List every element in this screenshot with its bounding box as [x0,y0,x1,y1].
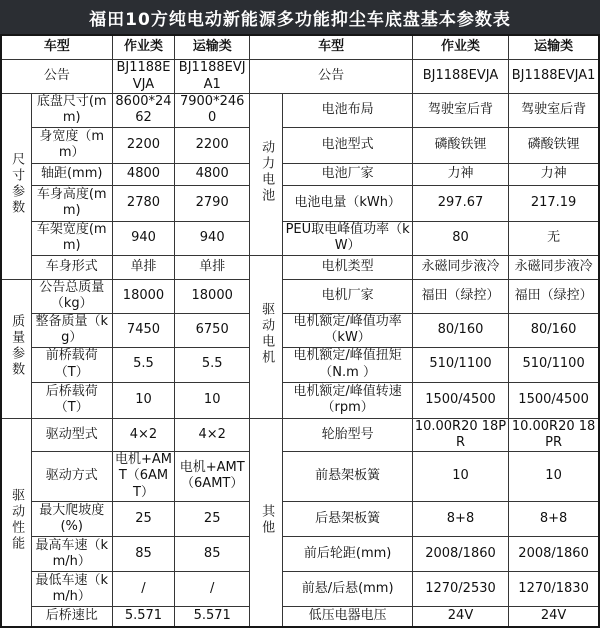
param-value: 297.67 [412,185,508,221]
param-value: 电机+AMT（6AMT） [175,452,250,502]
group-label-drive-motor [250,255,283,418]
table-row [1,279,599,313]
param-value: 无 [509,221,599,255]
param-value: 80/160 [412,313,508,347]
param-label: 驱动方式 [31,452,112,502]
group-label-text: 其他 [259,503,275,536]
param-value: 25 [175,501,250,536]
param-value: 永磁同步液冷 [412,255,508,279]
param-value: 940 [175,221,250,255]
param-value: 4×2 [175,418,250,452]
param-label: 公告总质量（kg） [31,279,112,313]
param-value: 10 [175,382,250,418]
group-label-power-battery [250,94,283,256]
table-row [1,571,599,606]
param-label: 轮胎型号 [283,418,412,452]
param-label: 驱动型式 [31,418,112,452]
column-header-model-left: 车型 [1,35,112,60]
param-value: 510/1100 [412,347,508,382]
param-value: 磷酸铁锂 [509,127,599,163]
column-header-model-right: 车型 [250,35,413,60]
param-label: 前悬/后悬(mm) [283,571,412,606]
param-label: 电机额定/峰值功率（kW） [283,313,412,347]
param-value: 10.00R20 18PR [509,418,599,452]
param-label: 最低车速（km/h） [31,571,112,606]
param-value: 2008/1860 [412,536,508,571]
param-value: 力神 [412,163,508,185]
param-label: 前桥载荷（T） [31,347,112,382]
param-value: 85 [175,536,250,571]
param-value: 25 [112,501,174,536]
param-label: 电机厂家 [283,279,412,313]
group-label-drive-performance [1,418,31,627]
param-value: 7900*2460 [175,94,250,128]
group-label-dimensions [1,94,31,280]
param-value: 10 [112,382,174,418]
param-value: 2008/1860 [509,536,599,571]
group-label-mass [1,279,31,418]
param-label: 轴距(mm) [31,163,112,185]
param-value: 18000 [112,279,174,313]
param-value: 1500/4500 [412,382,508,418]
table-row [1,606,599,627]
announcement-row [1,60,599,94]
param-value: 4×2 [112,418,174,452]
page-title: 福田10方纯电动新能源多功能抑尘车底盘基本参数表 [0,0,600,34]
param-value: 10 [509,452,599,502]
param-value: 940 [112,221,174,255]
param-value: 永磁同步液冷 [509,255,599,279]
param-value: 4800 [112,163,174,185]
column-header-transport-left: 运输类 [175,35,250,60]
column-header-transport-right: 运输类 [509,35,599,60]
param-value: 217.19 [509,185,599,221]
param-value: 1500/4500 [509,382,599,418]
table-row [1,452,599,502]
table-row [1,185,599,221]
column-header-work-right: 作业类 [412,35,508,60]
param-label: 前后轮距(mm) [283,536,412,571]
table-row [1,501,599,536]
param-value: 7450 [112,313,174,347]
param-value: 驾驶室后背 [412,94,508,128]
param-label: 电池布局 [283,94,412,128]
param-value: 力神 [509,163,599,185]
param-value: 2200 [175,127,250,163]
param-label: 身宽度（mm） [31,127,112,163]
param-label: 最高车速（km/h） [31,536,112,571]
param-label: 电机额定/峰值转速（rpm） [283,382,412,418]
param-value: 5.571 [112,606,174,627]
param-value: 2780 [112,185,174,221]
param-value: 1270/1830 [509,571,599,606]
param-value: 18000 [175,279,250,313]
announcement-label-left: 公告 [1,60,112,94]
group-label-text: 驱动性能 [9,487,25,552]
param-value: 电机+AMT（6AMT） [112,452,174,502]
param-label: 车身形式 [31,255,112,279]
param-label: PEU取电峰值功率（kW） [283,221,412,255]
param-value: 85 [112,536,174,571]
table-row [1,127,599,163]
announcement-value: BJ1188EVJA1 [175,60,250,94]
table-row [1,418,599,452]
announcement-value: BJ1188EVJA [412,60,508,94]
param-value: 8600*2462 [112,94,174,128]
param-label: 后桥载荷（T） [31,382,112,418]
param-value: / [112,571,174,606]
param-value: 10 [412,452,508,502]
param-label: 后桥速比 [31,606,112,627]
param-value: 80/160 [509,313,599,347]
param-value: 福田（绿控） [412,279,508,313]
param-value: 8+8 [509,501,599,536]
group-label-text: 尺寸参数 [9,151,25,216]
param-value: 8+8 [412,501,508,536]
table-row [1,163,599,185]
param-label: 后悬架板簧 [283,501,412,536]
param-value: 驾驶室后背 [509,94,599,128]
param-value: 福田（绿控） [509,279,599,313]
param-label: 电机额定/峰值扭矩（N.m ） [283,347,412,382]
group-label-text: 驱动电机 [259,301,275,366]
param-label: 最大爬坡度(%) [31,501,112,536]
param-label: 车架宽度(mm) [31,221,112,255]
group-label-text: 质量参数 [9,313,25,378]
param-label: 电池型式 [283,127,412,163]
header-row [1,35,599,60]
table-row [1,313,599,347]
param-value: 5.571 [175,606,250,627]
param-value: 单排 [112,255,174,279]
param-value: 24V [509,606,599,627]
table-row [1,382,599,418]
param-value: 4800 [175,163,250,185]
table-row [1,536,599,571]
announcement-label-right: 公告 [250,60,413,94]
group-label-other [250,418,283,627]
param-label: 电池电量（kWh） [283,185,412,221]
group-label-text: 动力电池 [259,139,275,204]
param-value: 单排 [175,255,250,279]
announcement-value: BJ1188EVJA [112,60,174,94]
param-value: 5.5 [112,347,174,382]
param-value: 5.5 [175,347,250,382]
table-row [1,94,599,128]
param-value: 80 [412,221,508,255]
param-value: 10.00R20 18PR [412,418,508,452]
params-table [0,34,600,628]
param-value: 磷酸铁锂 [412,127,508,163]
param-value: 2790 [175,185,250,221]
param-value: / [175,571,250,606]
table-row [1,347,599,382]
table-row [1,221,599,255]
param-value: 1270/2530 [412,571,508,606]
param-label: 整备质量（kg） [31,313,112,347]
param-label: 车身高度(mm) [31,185,112,221]
column-header-work-left: 作业类 [112,35,174,60]
param-value: 6750 [175,313,250,347]
param-value: 2200 [112,127,174,163]
param-value: 24V [412,606,508,627]
announcement-value: BJ1188EVJA1 [509,60,599,94]
param-label: 前悬架板簧 [283,452,412,502]
table-row [1,255,599,279]
param-label: 底盘尺寸(mm) [31,94,112,128]
param-label: 电池厂家 [283,163,412,185]
param-label: 电机类型 [283,255,412,279]
param-value: 510/1100 [509,347,599,382]
param-label: 低压电器电压 [283,606,412,627]
